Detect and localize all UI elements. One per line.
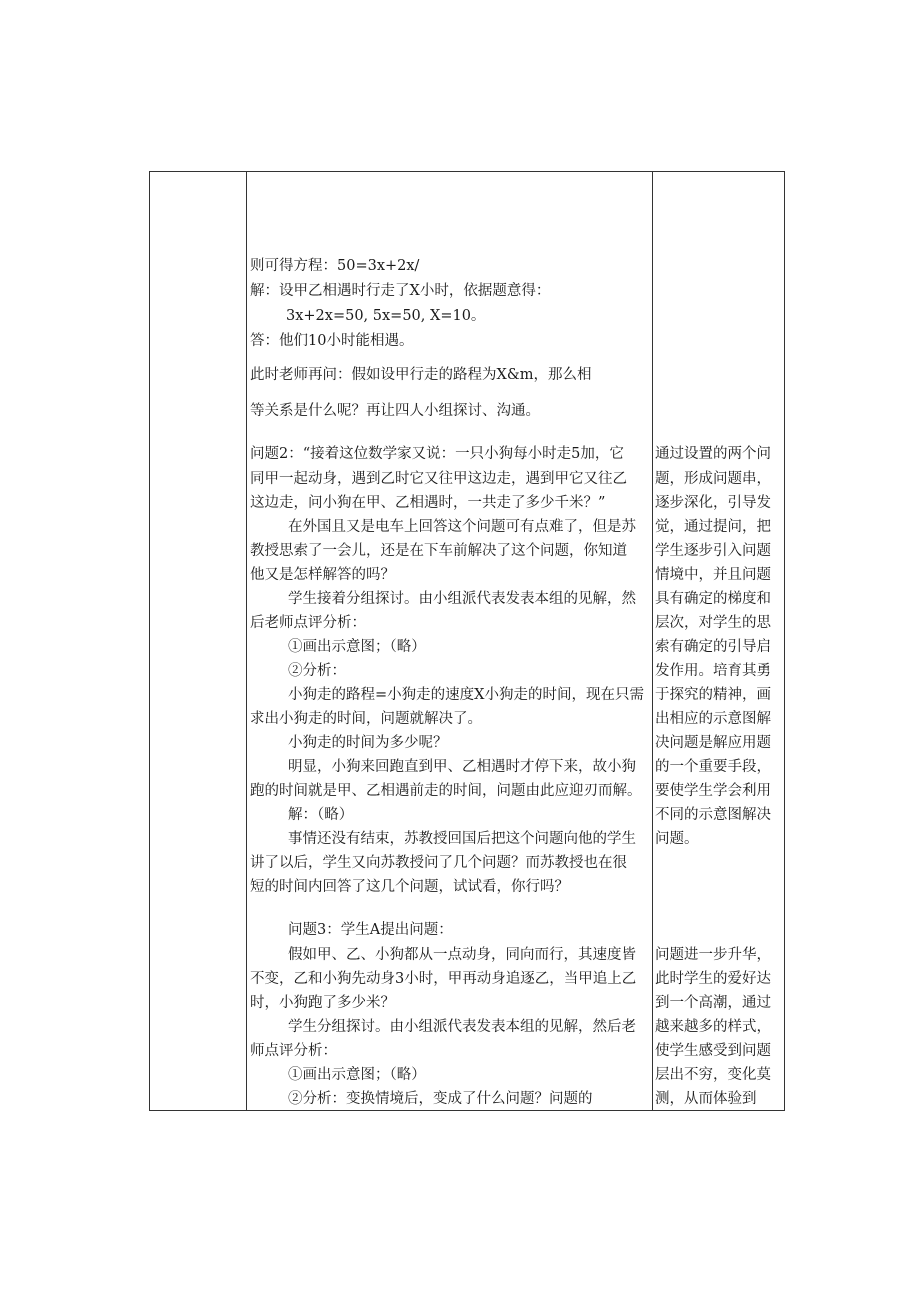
text-line: 解：（略）: [288, 807, 354, 823]
text-line: 不变，乙和小狗先动身3小时，甲再动身追逐乙，当甲追上乙: [250, 971, 637, 987]
column-divider-left: [246, 172, 247, 1110]
text-line: 后老师点评分析：: [250, 615, 366, 631]
note-line: 题，形成问题串，: [655, 471, 771, 487]
text-line: 问题2：“接着这位数学家又说：一只小狗每小时走5加，它: [250, 446, 624, 462]
note-line: 索有确定的引导启: [655, 639, 771, 655]
text-line: 3x+2x=50, 5x=50, X=10。: [286, 308, 486, 324]
text-line: 师点评分析：: [250, 1043, 337, 1059]
note-line: 出相应的示意图解: [655, 711, 771, 727]
text-line: 学生接着分组探讨。由小组派代表发表本组的见解，然: [288, 591, 636, 607]
text-line: 这边走，问小狗在甲、乙相遇时，一共走了多少千米？”: [250, 495, 606, 511]
note-line: 问题。: [655, 831, 699, 847]
note-line: 逐步深化，引导发: [655, 495, 771, 511]
note-line: 的一个重要手段，: [655, 759, 771, 775]
text-line: 假如甲、乙、小狗都从一点动身，同向而行，其速度皆: [288, 947, 636, 963]
note-line: 测，从而体验到: [655, 1091, 757, 1107]
note-line: 使学生感受到问题: [655, 1043, 771, 1059]
note-line: 到一个高潮，通过: [655, 995, 771, 1011]
text-line: ①画出示意图；（略）: [288, 639, 426, 655]
text-line: 明显，小狗来回跑直到甲、乙相遇时才停下来，故小狗: [288, 759, 636, 775]
note-line: 觉，通过提问，把: [655, 519, 771, 535]
text-line: 事情还没有结束，苏教授回国后把这个问题向他的学生: [288, 831, 636, 847]
note-line: 发作用。培育其勇: [655, 663, 771, 679]
text-line: 等关系是什么呢？再让四人小组探讨、沟通。: [250, 403, 540, 419]
note-line: 于探究的精神，画: [655, 687, 771, 703]
text-line: 答：他们10小时能相遇。: [250, 333, 414, 349]
text-line: 教授思索了一会儿，还是在下车前解决了这个问题，你知道: [250, 543, 627, 559]
note-line: 层次，对学生的思: [655, 615, 771, 631]
note-line: 通过设置的两个问: [655, 446, 771, 462]
text-line: 时，小狗跑了多少米？: [250, 995, 395, 1011]
note-line: 问题进一步升华，: [655, 947, 771, 963]
text-line: 解：设甲乙相遇时行走了X小时，依据题意得：: [250, 283, 551, 299]
text-line: 同甲一起动身，遇到乙时它又往甲这边走，遇到甲它又往乙: [250, 471, 627, 487]
note-line: 具有确定的梯度和: [655, 591, 771, 607]
note-line: 情境中，并且问题: [655, 567, 771, 583]
text-line: 小狗走的时间为多少呢？: [288, 735, 448, 751]
note-line: 决问题是解应用题: [655, 735, 771, 751]
note-line: 不同的示意图解决: [655, 807, 771, 823]
text-line: 讲了以后，学生又向苏教授问了几个问题？而苏教授也在很: [250, 855, 627, 871]
text-line: 在外国且又是电车上回答这个问题可有点难了，但是苏: [288, 519, 636, 535]
text-line: 问题3：学生A提出问题：: [288, 922, 453, 938]
text-line: ②分析：: [288, 663, 346, 679]
note-line: 要使学生学会利用: [655, 783, 771, 799]
note-line: 学生逐步引入问题: [655, 543, 771, 559]
note-line: 此时学生的爱好达: [655, 971, 771, 987]
text-line: 则可得方程：50=3x+2x/: [250, 258, 420, 274]
text-line: 学生分组探讨。由小组派代表发表本组的见解，然后老: [288, 1019, 636, 1035]
text-line: 他又是怎样解答的吗？: [250, 567, 395, 583]
text-line: 跑的时间就是甲、乙相遇前走的时间，问题由此应迎刃而解。: [250, 783, 642, 799]
note-line: 越来越多的样式，: [655, 1019, 771, 1035]
column-divider-right: [652, 172, 653, 1110]
text-line: 求出小狗走的时间，问题就解决了。: [250, 711, 482, 727]
text-line: 短的时间内回答了这几个问题，试试看，你行吗？: [250, 879, 569, 895]
lesson-table: [149, 171, 785, 1111]
text-line: ②分析：变换情境后，变成了什么问题？问题的: [288, 1091, 593, 1107]
note-line: 层出不穷，变化莫: [655, 1067, 771, 1083]
text-line: ①画出示意图；（略）: [288, 1067, 426, 1083]
text-line: 小狗走的路程=小狗走的速度X小狗走的时间，现在只需: [288, 687, 644, 703]
text-line: 此时老师再问：假如设甲行走的路程为X&m，那么相: [250, 367, 592, 383]
